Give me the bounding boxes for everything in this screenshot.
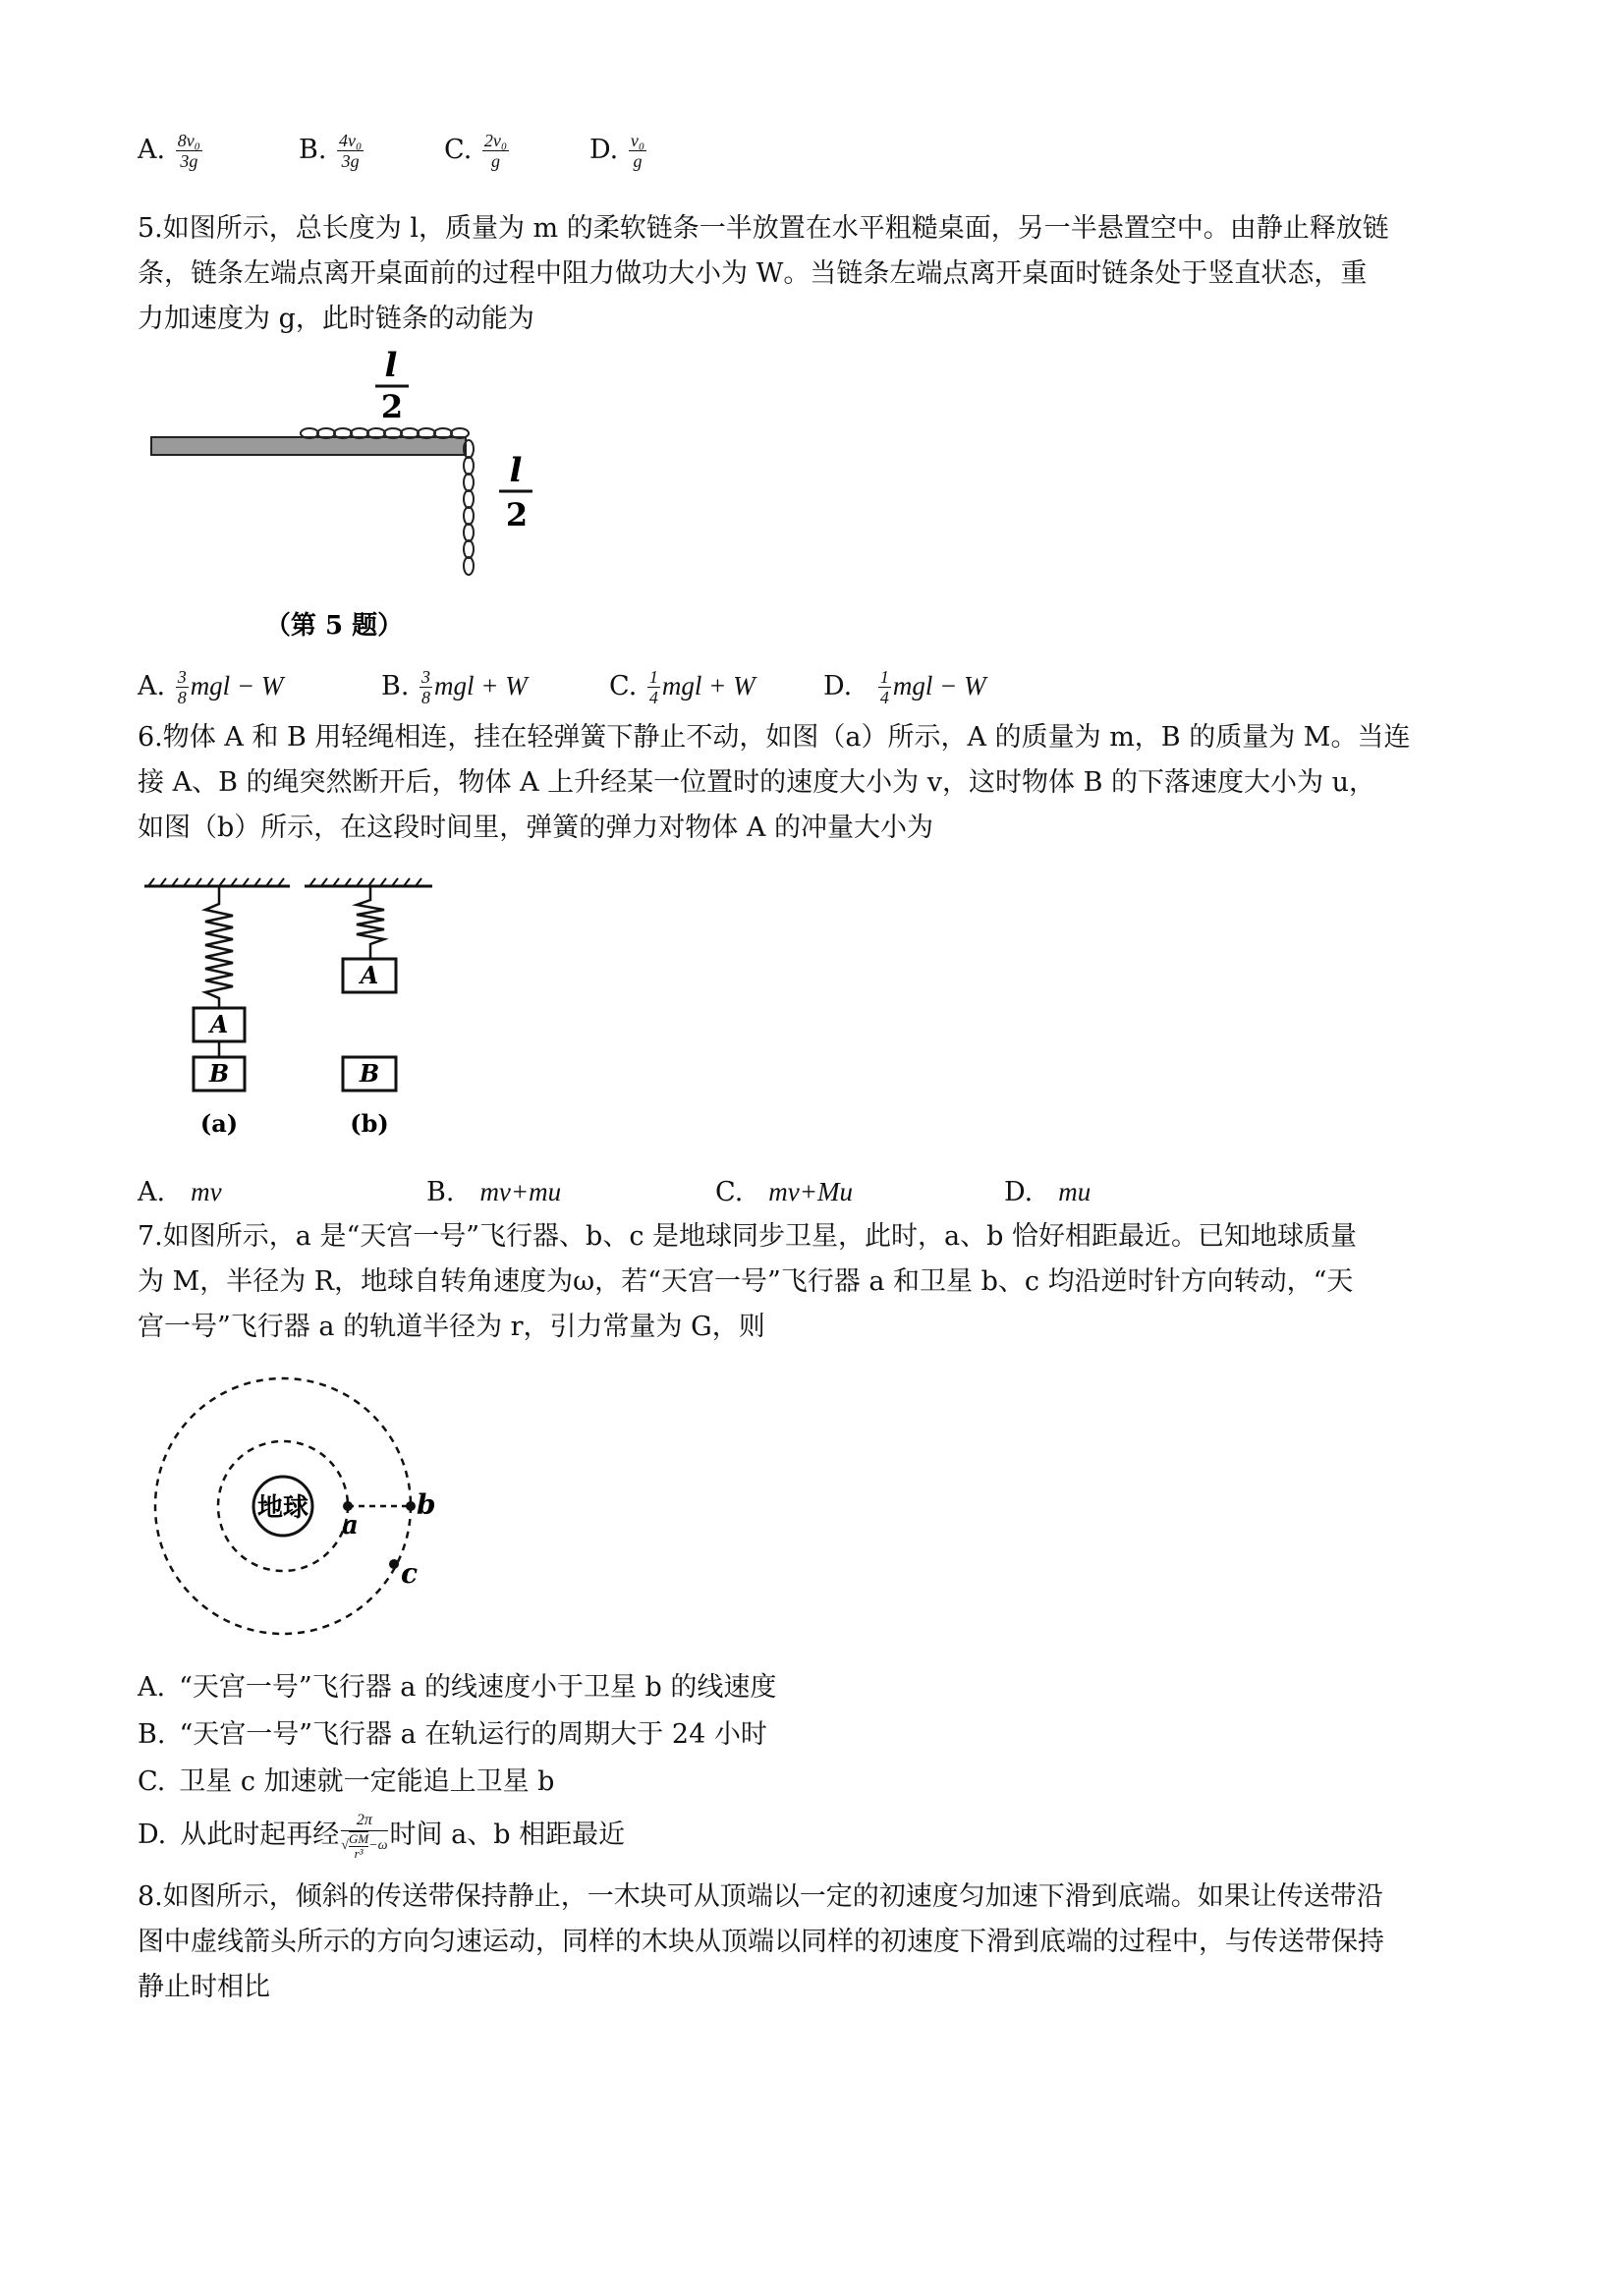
svg-text:B: B <box>208 1059 230 1088</box>
q4-option-b <box>299 128 365 173</box>
fraction: $\frac{\text{2v₀}}{g}$ <box>483 131 508 171</box>
q7-option-d: D. 从此时起再经 2π √ $\frac{GM}{\text{r³}}$ −ω 时间 a、b 相距最近 <box>138 1812 626 1861</box>
label-a: a <box>342 1511 359 1540</box>
svg-text:B: B <box>359 1059 380 1088</box>
caption-b: (b) <box>350 1109 389 1138</box>
label-side-denominator: 2 <box>505 496 529 533</box>
q7-stem-line-3: 宫一号”飞行器 a 的轨道半径为 r，引力常量为 G，则 <box>138 1312 765 1342</box>
nested-fraction: 2π √ $\frac{GM}{\text{r³}}$ −ω <box>341 1812 388 1861</box>
q7-stem-line-1: 7.如图所示，a 是“天宫一号”飞行器、b、c 是地球同步卫星，此时，a、b 恰好相距最近。已知地球质量 <box>138 1221 1357 1252</box>
fraction: $\frac{3}{8}$ <box>421 667 431 707</box>
q4-option-a <box>138 128 204 173</box>
q7-option-c: C. 卫星 c 加速就一定能追上卫星 b <box>138 1766 555 1797</box>
spring-a <box>205 886 233 1008</box>
label-b: b <box>417 1488 436 1521</box>
q7-stem-line-2: 为 M，半径为 R，地球自转角速度为ω，若“天宫一号”飞行器 a 和卫星 b、c 均沿逆时针方向转动，“天 <box>138 1266 1354 1297</box>
q4-option-d <box>589 128 648 173</box>
fraction: $\frac{3}{8}$ <box>177 667 187 707</box>
label-c: c <box>401 1557 419 1590</box>
satellite-c <box>389 1559 399 1569</box>
q5-stem-line-2: 条，链条左端点离开桌面前的过程中阻力做功大小为 W。当链条左端点离开桌面时链条处于竖直状态，重 <box>138 258 1368 289</box>
svg-text:A: A <box>360 961 379 989</box>
q7-option-b: B. “天宫一号”飞行器 a 在轨运行的周期大于 24 小时 <box>138 1719 767 1750</box>
figure-caption: （第 5 题） <box>264 611 404 641</box>
fraction: $\frac{\text{8v₀}}{3g}$ <box>177 131 200 171</box>
q5-stem-line-3: 力加速度为 g，此时链条的动能为 <box>138 304 534 334</box>
label-top-numerator: l <box>384 346 398 385</box>
option-letter: D. <box>589 135 619 165</box>
svg-text:A: A <box>209 1010 229 1038</box>
label-side-numerator: l <box>509 451 523 490</box>
label-top-denominator: 2 <box>380 388 404 425</box>
q5-option-a: A. $\frac{3}{8}$ mgl − W <box>138 667 284 707</box>
q6-option-a: A. mv <box>138 1177 222 1207</box>
q8-stem-line-3: 静止时相比 <box>138 1972 270 2002</box>
q6-stem-line-3: 如图（b）所示，在这段时间里，弹簧的弹力对物体 A 的冲量大小为 <box>138 812 933 843</box>
q6-stem-line-2: 接 A、B 的绳突然断开后，物体 A 上升经某一位置时的速度大小为 v，这时物体 B 的下落速度大小为 u， <box>138 767 1375 798</box>
q5-option-c: C. $\frac{1}{4}$ mgl + W <box>609 667 756 707</box>
table-surface <box>151 437 466 455</box>
q7-option-a: A. “天宫一号”飞行器 a 的线速度小于卫星 b 的线速度 <box>138 1672 777 1703</box>
q8-stem-line-2: 图中虚线箭头所示的方向匀速运动，同样的木块从顶端以同样的初速度下滑到底端的过程中，与传送带保持 <box>138 1927 1384 1957</box>
fraction: $\frac{1}{4}$ <box>648 667 658 707</box>
chain-vertical <box>464 440 474 575</box>
q6-option-c: C. mv+Mu <box>715 1177 853 1207</box>
fraction: $\frac{\text{4v₀}}{3g}$ <box>339 131 363 171</box>
spring-b <box>357 886 384 959</box>
q8-stem-line-1: 8.如图所示，倾斜的传送带保持静止，一木块可从顶端以一定的初速度匀加速下滑到底端。如果让传送带沿 <box>138 1881 1383 1912</box>
satellite-b <box>406 1501 416 1511</box>
q4-option-c <box>444 128 511 173</box>
fraction: $\frac{\text{v₀}}{g}$ <box>630 131 645 171</box>
option-letter: C. <box>444 135 473 165</box>
q5-stem-line-1: 5.如图所示，总长度为 l，质量为 m 的柔软链条一半放置在水平粗糙桌面，另一半悬置空中。由静止释放链 <box>138 213 1389 244</box>
satellite-a <box>343 1501 353 1511</box>
option-letter: A. <box>138 135 166 165</box>
fraction: $\frac{1}{4}$ <box>879 667 889 707</box>
q6-option-d: D. mu <box>1004 1177 1091 1207</box>
ceiling-a <box>144 878 290 886</box>
caption-a: (a) <box>199 1109 239 1138</box>
q7-orbit-figure <box>147 1361 462 1655</box>
q5-option-b: B. $\frac{3}{8}$ mgl + W <box>381 667 528 707</box>
ceiling-b <box>305 878 432 886</box>
earth-label: 地球 <box>256 1493 309 1523</box>
q5-chain-figure <box>147 339 570 663</box>
q6-stem-line-1: 6.物体 A 和 B 用轻绳相连，挂在轻弹簧下静止不动，如图（a）所示，A 的质量为 m，B 的质量为 M。当连 <box>138 722 1411 753</box>
q5-option-d: D. $\frac{1}{4}$ mgl − W <box>823 667 986 707</box>
q6-option-b: B. mv+mu <box>426 1177 562 1207</box>
option-letter: B. <box>299 135 327 165</box>
q6-spring-figure <box>142 865 467 1159</box>
